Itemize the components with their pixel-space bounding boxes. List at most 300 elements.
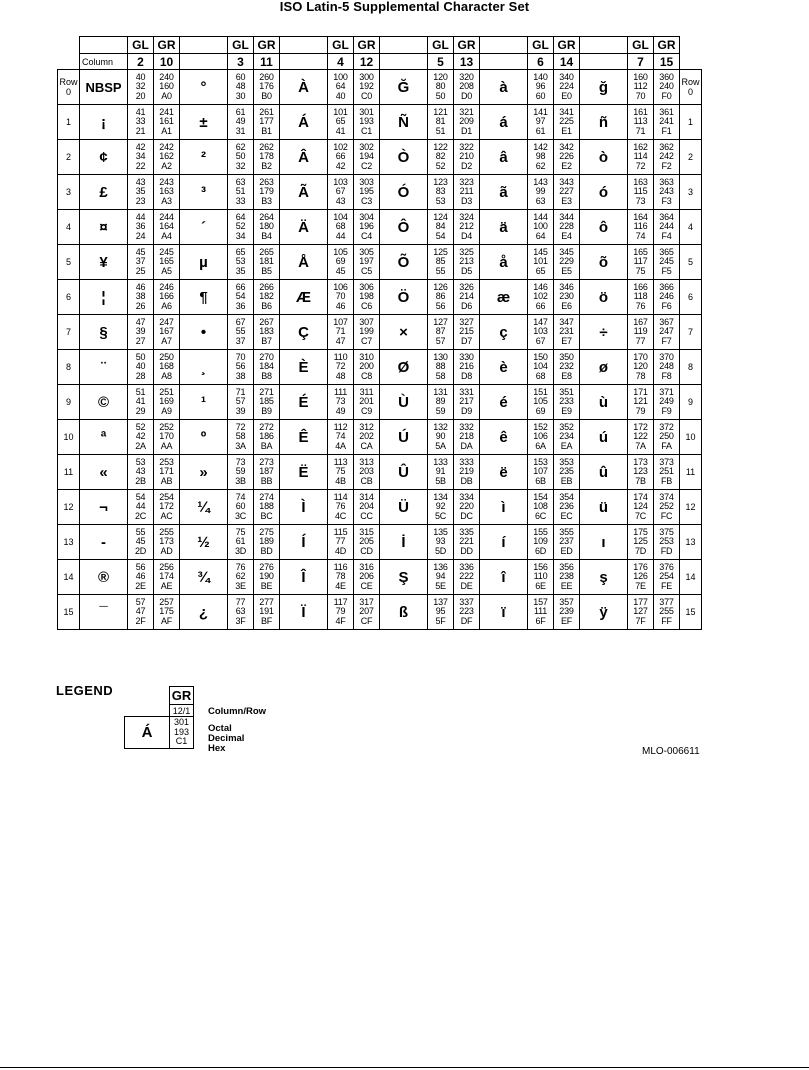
gl-code-cell (128, 140, 154, 175)
gl-code-cell (128, 105, 154, 140)
legend-col-row: 12/1 (170, 705, 194, 717)
hex-value: ED (560, 545, 573, 556)
hex-value: AC (160, 510, 173, 521)
octal-value: 336 (459, 561, 474, 572)
decimal-value: 120 (633, 361, 648, 372)
decimal-value: 126 (633, 571, 648, 582)
gl-code-cell (628, 175, 654, 210)
gl-code-cell (128, 525, 154, 560)
hex-value: DF (460, 615, 473, 626)
decimal-value: 253 (659, 536, 674, 547)
char-cell: ¾ (180, 560, 228, 595)
decimal-value: 116 (633, 221, 648, 232)
hex-value: 7E (635, 580, 646, 591)
hex-value: D3 (460, 195, 473, 206)
gl-code-cell (428, 210, 454, 245)
table-row (58, 140, 702, 175)
decimal-value: 173 (159, 536, 174, 547)
gr-code-cell (254, 350, 280, 385)
gl-code-cell (528, 105, 554, 140)
octal-value: 272 (259, 421, 274, 432)
hex-value: 24 (135, 230, 146, 241)
hex-value: 79 (635, 405, 646, 416)
octal-value: 116 (333, 561, 348, 572)
octal-value: 326 (459, 281, 474, 292)
hex-value: 39 (235, 405, 246, 416)
decimal-value: 205 (359, 536, 374, 547)
char-cell: Ş (380, 560, 428, 595)
char-cell: ± (180, 105, 228, 140)
decimal-value: 188 (259, 501, 274, 512)
gl-code-cell (628, 595, 654, 630)
decimal-value: 219 (459, 466, 474, 477)
page-title: ISO Latin-5 Supplemental Character Set (279, 0, 530, 14)
gr-code-cell (154, 210, 180, 245)
gl-code-cell (328, 420, 354, 455)
hex-value: 27 (135, 335, 146, 346)
hex-value: 3F (235, 615, 246, 626)
gl-code-cell (228, 175, 254, 210)
hex-value: 6D (534, 545, 547, 556)
octal-value: 354 (559, 491, 574, 502)
figure-id: MLO-006611 (642, 746, 700, 757)
hex-value: FF (661, 615, 672, 626)
char-cell: ° (180, 70, 228, 105)
gl-code-cell (628, 140, 654, 175)
decimal-value: 192 (359, 81, 374, 92)
char-cell: Ö (380, 280, 428, 315)
octal-value: 347 (559, 316, 574, 327)
decimal-value: 255 (659, 606, 674, 617)
hex-value: B5 (261, 265, 272, 276)
hex-value: 61 (535, 125, 546, 136)
decimal-value: 122 (633, 431, 648, 442)
hex-value: 5B (435, 475, 446, 486)
char-cell: ¹ (180, 385, 228, 420)
gr-code-cell (154, 490, 180, 525)
decimal-value: 209 (459, 116, 474, 127)
gr-code-cell (554, 490, 580, 525)
decimal-value: 184 (259, 361, 274, 372)
decimal-value: 212 (459, 221, 474, 232)
header-spacer (180, 37, 228, 54)
char-cell: ¦ (80, 280, 128, 315)
char-cell: Â (280, 140, 328, 175)
gl-code-cell (128, 350, 154, 385)
decimal-value: 164 (159, 221, 174, 232)
gl-code-cell (528, 560, 554, 595)
gr-code-cell (654, 525, 680, 560)
hex-value: 3A (235, 440, 246, 451)
decimal-value: 64 (335, 81, 346, 92)
octal-value: 173 (633, 456, 648, 467)
gr-code-cell (554, 70, 580, 105)
header-spacer (280, 37, 328, 54)
hex-value: 3D (234, 545, 247, 556)
octal-value: 304 (359, 211, 374, 222)
gl-code-cell (128, 385, 154, 420)
hex-value: EF (560, 615, 573, 626)
hex-value: E7 (561, 335, 572, 346)
hex-value: A1 (161, 125, 172, 136)
gr-code-cell (554, 140, 580, 175)
gl-code-cell (428, 560, 454, 595)
hex-value: B2 (261, 160, 272, 171)
hex-value: 23 (135, 195, 146, 206)
gr-code-cell (154, 525, 180, 560)
decimal-value: 250 (659, 431, 674, 442)
char-cell: ÷ (580, 315, 628, 350)
decimal-value: 42 (135, 431, 146, 442)
octal-value: 126 (433, 281, 448, 292)
gl-code-cell (428, 455, 454, 490)
decimal-value: 168 (159, 361, 174, 372)
gr-code-cell (554, 560, 580, 595)
row-number-right: 13 (680, 525, 702, 560)
gr-code-cell (654, 210, 680, 245)
octal-value: 170 (633, 351, 648, 362)
legend-table (124, 686, 194, 749)
char-cell: ş (580, 560, 628, 595)
decimal-value: 254 (659, 571, 674, 582)
hex-value: 34 (235, 230, 246, 241)
decimal-value: 96 (535, 81, 546, 92)
char-cell: ² (180, 140, 228, 175)
octal-value: 115 (333, 526, 348, 537)
char-cell: Ú (380, 420, 428, 455)
hex-value: CB (360, 475, 373, 486)
decimal-value: 235 (559, 466, 574, 477)
octal-value: 127 (433, 316, 448, 327)
decimal-value: 220 (459, 501, 474, 512)
hex-value: 7A (635, 440, 646, 451)
character-set-table (57, 36, 702, 630)
octal-value: 110 (333, 351, 348, 362)
gr-code-cell (654, 490, 680, 525)
hex-value: C5 (360, 265, 373, 276)
octal-value: 147 (533, 316, 548, 327)
decimal-value: 251 (659, 466, 674, 477)
decimal-value: 194 (359, 151, 374, 162)
octal-value: 135 (433, 526, 448, 537)
char-cell: Ã (280, 175, 328, 210)
decimal-value: 95 (435, 606, 446, 617)
gl-column-number: 2 (128, 54, 154, 70)
octal-value: 260 (259, 71, 274, 82)
decimal-value: 51 (235, 186, 246, 197)
hex-value: B6 (261, 300, 272, 311)
gl-code-cell (328, 385, 354, 420)
gr-code-cell (554, 175, 580, 210)
gl-label: GL (328, 37, 354, 54)
gr-code-cell (654, 315, 680, 350)
decimal-value: 34 (135, 151, 146, 162)
hex-value: D4 (460, 230, 473, 241)
char-cell: © (80, 385, 128, 420)
char-cell: ß (380, 595, 428, 630)
octal-value: 71 (235, 386, 246, 397)
octal-value: 141 (533, 106, 548, 117)
decimal-value: 101 (533, 256, 548, 267)
octal-value: 343 (559, 176, 574, 187)
decimal-value: 178 (259, 151, 274, 162)
decimal-value: 35 (135, 186, 146, 197)
char-cell: Ğ (380, 70, 428, 105)
header-spacer (480, 37, 528, 54)
octal-value: 365 (659, 246, 674, 257)
octal-value: 317 (359, 596, 374, 607)
char-cell: È (280, 350, 328, 385)
gr-code-cell (354, 140, 380, 175)
octal-value: 66 (235, 281, 246, 292)
row-number-right: 14 (680, 560, 702, 595)
octal-value: 271 (259, 386, 274, 397)
gl-code-cell (228, 595, 254, 630)
decimal-value: 63 (235, 606, 246, 617)
char-cell: Ì (280, 490, 328, 525)
gr-code-cell (354, 175, 380, 210)
octal-value: 73 (235, 456, 246, 467)
octal-value: 370 (659, 351, 674, 362)
hex-value: EB (560, 475, 573, 486)
octal-value: 156 (533, 561, 548, 572)
gr-code-cell (254, 245, 280, 280)
gr-code-cell (354, 560, 380, 595)
hex-value: 2F (135, 615, 146, 626)
decimal-value: 203 (359, 466, 374, 477)
gr-code-cell (554, 385, 580, 420)
hex-value: 33 (235, 195, 246, 206)
octal-value: 142 (533, 141, 548, 152)
octal-value: 176 (633, 561, 648, 572)
hex-value: 4A (335, 440, 346, 451)
hex-value: 76 (635, 300, 646, 311)
gl-code-cell (128, 280, 154, 315)
hex-value: 35 (235, 265, 246, 276)
table-row (58, 490, 702, 525)
octal-value: 240 (159, 71, 174, 82)
octal-value: 253 (159, 456, 174, 467)
octal-value: 50 (135, 351, 146, 362)
decimal-value: 110 (533, 571, 548, 582)
char-cell: § (80, 315, 128, 350)
gr-column-number: 11 (254, 54, 280, 70)
octal-value: 252 (159, 421, 174, 432)
gl-code-cell (628, 560, 654, 595)
gr-code-cell (254, 210, 280, 245)
decimal-value: 186 (259, 431, 274, 442)
decimal-value: 78 (335, 571, 346, 582)
hex-value: B8 (261, 370, 272, 381)
gl-column-number: 5 (428, 54, 454, 70)
hex-value: 78 (635, 370, 646, 381)
char-cell: ¶ (180, 280, 228, 315)
row-number: 0 (687, 87, 693, 97)
gr-code-cell (654, 140, 680, 175)
decimal-value: 239 (559, 606, 574, 617)
gl-column-number: 7 (628, 54, 654, 70)
hex-value: BB (260, 475, 273, 486)
decimal-value: 217 (459, 396, 474, 407)
hex-value: 70 (635, 90, 646, 101)
char-cell: Ç (280, 315, 328, 350)
gr-code-cell (654, 455, 680, 490)
octal-value: 333 (459, 456, 474, 467)
hex-value: 77 (635, 335, 646, 346)
octal-value: 265 (259, 246, 274, 257)
hex-value: 59 (435, 405, 446, 416)
char-cell: â (480, 140, 528, 175)
hex-value: 74 (635, 230, 646, 241)
decimal-value: 204 (359, 501, 374, 512)
gl-code-cell (228, 105, 254, 140)
decimal-value: 237 (559, 536, 574, 547)
octal-value: 301 (359, 106, 374, 117)
gr-code-cell (254, 105, 280, 140)
hex-value: 2C (134, 510, 147, 521)
gr-code-cell (554, 315, 580, 350)
gr-code-cell (454, 210, 480, 245)
hex-value: A6 (161, 300, 172, 311)
octal-value: 171 (633, 386, 648, 397)
decimal-value: 61 (235, 536, 246, 547)
decimal-value: 200 (359, 361, 374, 372)
hex-value: F1 (661, 125, 672, 136)
legend-char: Á (125, 717, 170, 749)
hex-value: 2B (135, 475, 146, 486)
gl-code-cell (528, 315, 554, 350)
octal-value: 247 (159, 316, 174, 327)
octal-value: 123 (433, 176, 448, 187)
hex-value: CE (360, 580, 373, 591)
decimal-value: 75 (335, 466, 346, 477)
octal-value: 161 (633, 106, 648, 117)
octal-value: 246 (159, 281, 174, 292)
decimal-value: 208 (459, 81, 474, 92)
decimal-value: 118 (633, 291, 648, 302)
gl-code-cell (128, 420, 154, 455)
hex-value: 29 (135, 405, 146, 416)
gr-code-cell (454, 560, 480, 595)
decimal-value: 167 (159, 326, 174, 337)
decimal-value: 181 (259, 256, 274, 267)
octal-value: 362 (659, 141, 674, 152)
gr-code-cell (254, 525, 280, 560)
decimal-value: 83 (435, 186, 446, 197)
hex-value: BA (260, 440, 273, 451)
gr-code-cell (654, 245, 680, 280)
hex-value: 55 (435, 265, 446, 276)
decimal-value: 47 (135, 606, 146, 617)
decimal-value: 53 (235, 256, 246, 267)
octal-value: 103 (333, 176, 348, 187)
octal-value: 53 (135, 456, 146, 467)
octal-value: 355 (559, 526, 574, 537)
decimal-value: 99 (535, 186, 546, 197)
gl-code-cell (428, 315, 454, 350)
hex-value: 31 (235, 125, 246, 136)
gr-code-cell (354, 70, 380, 105)
decimal-value: 50 (235, 151, 246, 162)
octal-value: 313 (359, 456, 374, 467)
octal-value: 133 (433, 456, 448, 467)
octal-value: 345 (559, 246, 574, 257)
decimal-value: 207 (359, 606, 374, 617)
decimal-value: 94 (435, 571, 446, 582)
header-spacer (280, 54, 328, 70)
hex-value: B9 (261, 405, 272, 416)
octal-value: 377 (659, 596, 674, 607)
decimal-value: 225 (559, 116, 574, 127)
decimal-value: 73 (335, 396, 346, 407)
octal-value: 62 (235, 141, 246, 152)
decimal-value: 249 (659, 396, 674, 407)
hex-value: 3E (235, 580, 246, 591)
gl-code-cell (228, 385, 254, 420)
hex-value: 7F (635, 615, 646, 626)
octal-value: 144 (533, 211, 548, 222)
table-row (58, 385, 702, 420)
table-row (58, 350, 702, 385)
hex-value: 69 (535, 405, 546, 416)
gr-code-cell (254, 140, 280, 175)
decimal-value: 102 (533, 291, 548, 302)
octal-value: 243 (159, 176, 174, 187)
octal-value: 60 (235, 71, 246, 82)
decimal-value: 114 (633, 151, 648, 162)
hex-value: 5A (435, 440, 446, 451)
gr-label: GR (254, 37, 280, 54)
gl-code-cell (528, 280, 554, 315)
decimal-value: 77 (335, 536, 346, 547)
hex-value: F7 (661, 335, 672, 346)
octal-value: 47 (135, 316, 146, 327)
char-cell: İ (380, 525, 428, 560)
decimal-value: 89 (435, 396, 446, 407)
hex-value: FA (661, 440, 672, 451)
decimal-value: 236 (559, 501, 574, 512)
decimal-value: 93 (435, 536, 446, 547)
gr-code-cell (354, 245, 380, 280)
decimal-value: 108 (533, 501, 548, 512)
hex-value: 30 (235, 90, 246, 101)
octal-value: 154 (533, 491, 548, 502)
hex-value: 26 (135, 300, 146, 311)
hex-value: 62 (535, 160, 546, 171)
hex-value: A7 (161, 335, 172, 346)
decimal-value: 103 (533, 326, 548, 337)
octal-value: 101 (333, 106, 348, 117)
table-row (58, 70, 702, 105)
legend-octal: 301 (173, 717, 190, 728)
char-cell: ® (80, 560, 128, 595)
octal-value: 307 (359, 316, 374, 327)
hex-value: F4 (661, 230, 672, 241)
octal-value: 51 (135, 386, 146, 397)
hex-value: FE (660, 580, 673, 591)
octal-value: 113 (333, 456, 348, 467)
char-cell: ú (580, 420, 628, 455)
gr-code-cell (654, 70, 680, 105)
char-cell: ê (480, 420, 528, 455)
hex-value: 68 (535, 370, 546, 381)
hex-value: 65 (535, 265, 546, 276)
octal-value: 374 (659, 491, 674, 502)
gr-code-cell (454, 490, 480, 525)
decimal-value: 199 (359, 326, 374, 337)
gl-code-cell (428, 140, 454, 175)
hex-value: AD (160, 545, 173, 556)
